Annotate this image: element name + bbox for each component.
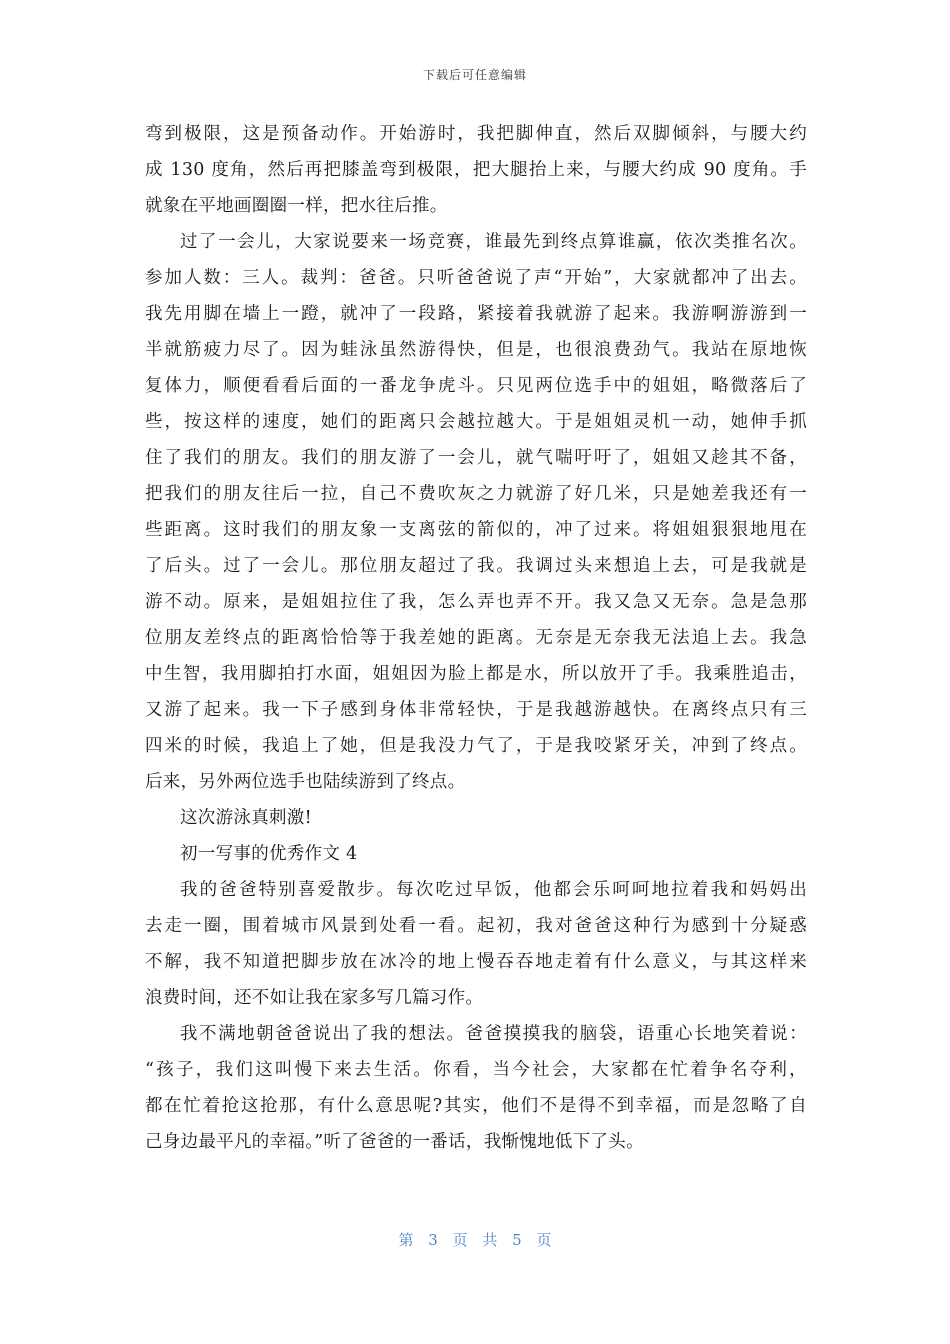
text-line: 了后头。过了一会儿。那位朋友超过了我。我调过头来想追上去，可是我就是 <box>145 556 807 576</box>
text-line: 去走一圈，围着城市风景到处看一看。起初，我对爸爸这种行为感到十分疑惑 <box>145 916 807 936</box>
text-line: 把我们的朋友往后一拉，自己不费吹灰之力就游了好几米，只是她差我还有一 <box>145 484 807 504</box>
page-number-footer: 第 3 页 共 5 页 <box>398 1231 552 1249</box>
text-line: 参加人数：三人。裁判：爸爸。只听爸爸说了声“开始”，大家就都冲了出去。 <box>145 268 807 288</box>
text-line: 位朋友差终点的距离恰恰等于我差她的距离。无奈是无奈我无法追上去。我急 <box>145 628 807 648</box>
text-line: 过了一会儿，大家说要来一场竞赛，谁最先到终点算谁赢，依次类推名次。 <box>180 232 807 252</box>
text-line: 浪费时间，还不如让我在家多写几篇习作。 <box>145 988 484 1008</box>
text-line: 又游了起来。我一下子感到身体非常轻快，于是我越游越快。在离终点只有三 <box>145 700 807 720</box>
text-line: 就象在平地画圈圈一样，把水往后推。 <box>145 196 448 216</box>
text-line: 我先用脚在墙上一蹬，就冲了一段路，紧接着我就游了起来。我游啊游游到一 <box>145 304 807 324</box>
text-line: 都在忙着抢这抢那，有什么意思呢?其实，他们不是得不到幸福，而是忽略了自 <box>145 1096 807 1116</box>
page-header: 下载后可任意编辑 <box>422 68 527 82</box>
text-line: 些距离。这时我们的朋友象一支离弦的箭似的，冲了过来。将姐姐狠狠地甩在 <box>145 520 807 540</box>
document-body <box>145 116 807 1160</box>
text-line: 后来，另外两位选手也陆续游到了终点。 <box>145 772 466 792</box>
text-line: 弯到极限，这是预备动作。开始游时，我把脚伸直，然后双脚倾斜，与腰大约 <box>145 124 807 144</box>
text-line: 我不满地朝爸爸说出了我的想法。爸爸摸摸我的脑袋，语重心长地笑着说： <box>180 1024 807 1044</box>
text-line: 己身边最平凡的幸福。”听了爸爸的一番话，我惭愧地低下了头。 <box>145 1132 644 1152</box>
text-line: 中生智，我用脚拍打水面，姐姐因为脸上都是水，所以放开了手。我乘胜追击， <box>145 664 807 684</box>
text-line: 不解，我不知道把脚步放在冰冷的地上慢吞吞地走着有什么意义，与其这样来 <box>145 952 807 972</box>
text-line: 半就筋疲力尽了。因为蛙泳虽然游得快，但是，也很浪费劲气。我站在原地恢 <box>145 340 807 360</box>
text-line: “孩子，我们这叫慢下来去生活。你看，当今社会，大家都在忙着争名夺利， <box>145 1060 807 1080</box>
text-line: 游不动。原来，是姐姐拉住了我，怎么弄也弄不开。我又急又无奈。急是急那 <box>145 592 807 612</box>
text-line: 这次游泳真刺激! <box>180 808 312 828</box>
text-line: 我的爸爸特别喜爱散步。每次吃过早饭，他都会乐呵呵地拉着我和妈妈出 <box>180 880 807 900</box>
text-line: 成 130 度角，然后再把膝盖弯到极限，把大腿抬上来，与腰大约成 90 度角。手 <box>145 160 807 180</box>
text-line: 复体力，顺便看看后面的一番龙争虎斗。只见两位选手中的姐姐，略微落后了 <box>145 376 807 396</box>
text-line: 些，按这样的速度，她们的距离只会越拉越大。于是姐姐灵机一动，她伸手抓 <box>145 412 807 432</box>
text-line: 四米的时候，我追上了她，但是我没力气了，于是我咬紧牙关，冲到了终点。 <box>145 736 807 756</box>
text-line: 初一写事的优秀作文 4 <box>180 844 358 864</box>
text-line: 住了我们的朋友。我们的朋友游了一会儿，就气喘吁吁了，姐姐又趁其不备， <box>145 448 807 468</box>
